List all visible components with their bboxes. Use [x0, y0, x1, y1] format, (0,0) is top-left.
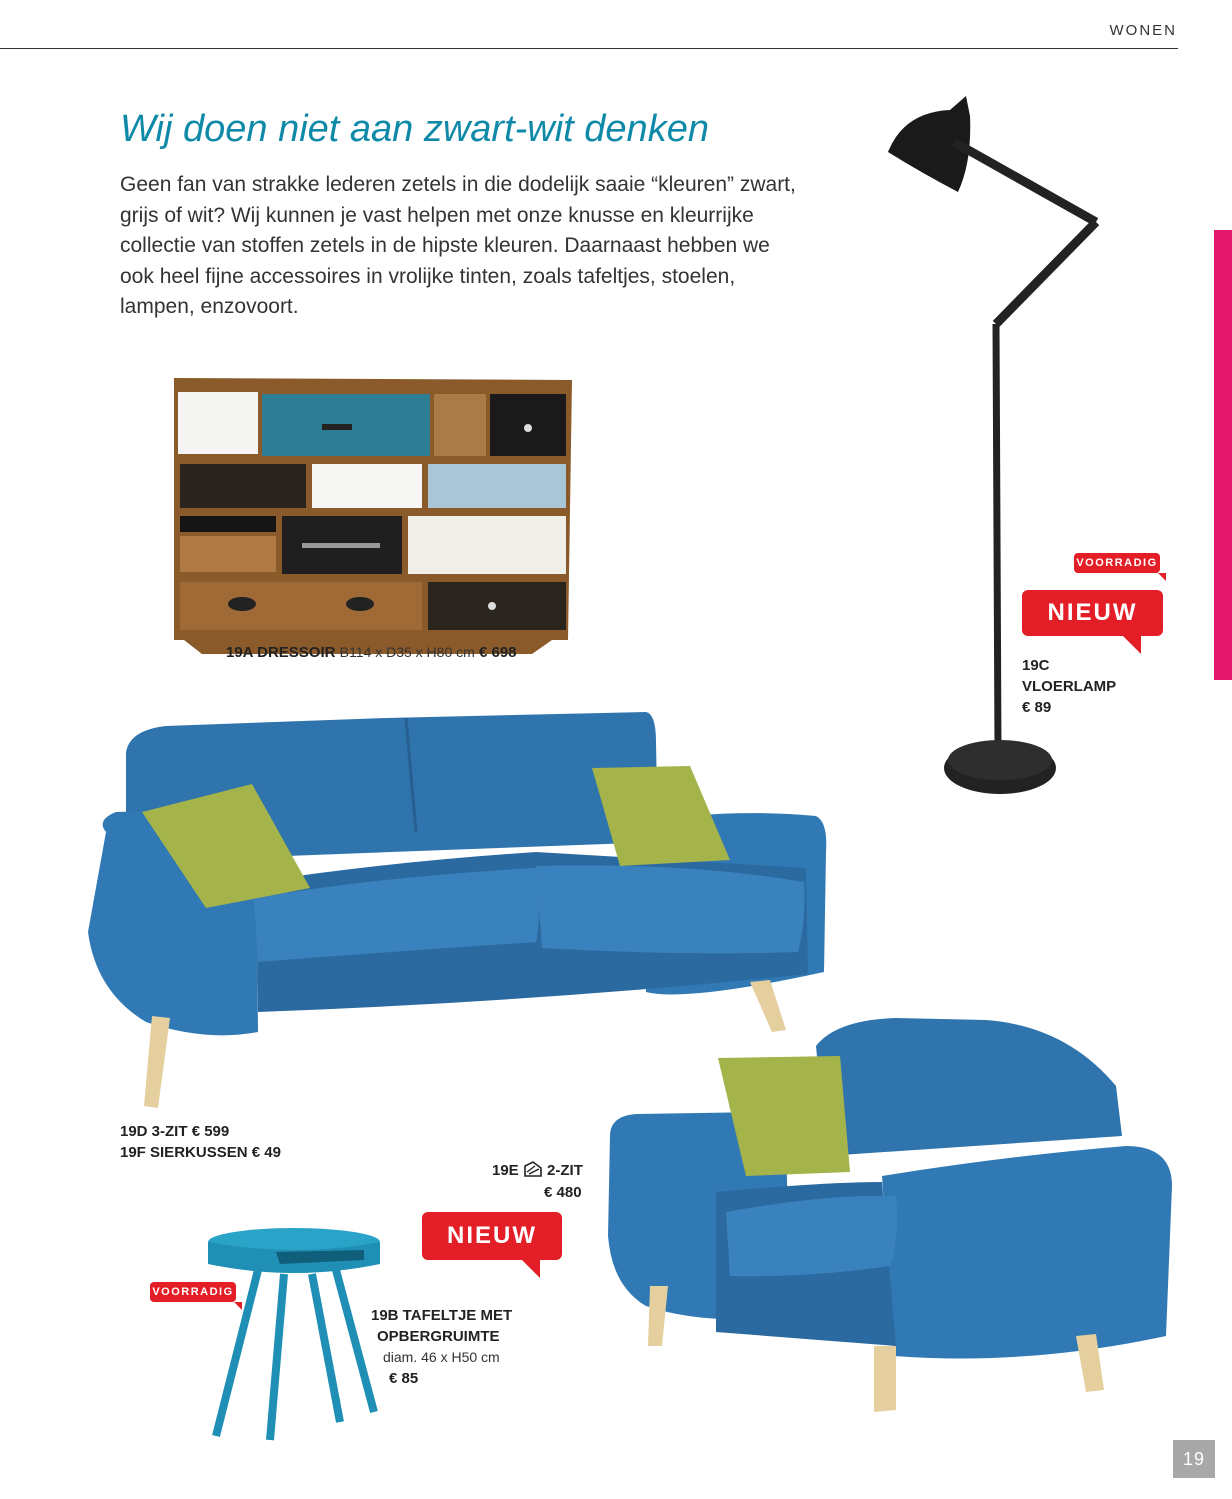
vloerlamp-stock-badge: VOORRADIG — [1074, 553, 1160, 573]
tafeltje-stock-badge: VOORRADIG — [150, 1282, 236, 1302]
transport-icon — [523, 1160, 543, 1178]
tafeltje-dimensions: diam. 46 x H50 cm — [383, 1349, 500, 1365]
driezit-price: € 599 — [191, 1123, 230, 1140]
tafeltje-name-line1: 19B TAFELTJE MET — [371, 1307, 513, 1324]
sierkussen-price: € 49 — [251, 1144, 281, 1161]
vloerlamp-name: VLOERLAMP — [1022, 678, 1117, 695]
vloerlamp-price: € 89 — [1022, 699, 1052, 716]
dressoir-dimensions: B114 x D35 x H80 cm — [339, 644, 475, 660]
side-table-image — [204, 1226, 388, 1444]
two-seat-sofa-image — [606, 1016, 1176, 1416]
section-label: WONEN — [1109, 22, 1177, 39]
tafeltje-price: € 85 — [389, 1370, 419, 1387]
dressoir-name: 19A DRESSOIR — [226, 644, 336, 661]
tweezit-price: € 480 — [544, 1184, 582, 1201]
dressoir-caption — [226, 642, 517, 663]
sierkussen-name: 19F SIERKUSSEN — [120, 1144, 248, 1161]
tweezit-new-badge: NIEUW — [422, 1212, 562, 1260]
tafeltje-name-line2: OPBERGRUIMTE — [377, 1328, 500, 1345]
page-headline: Wij doen niet aan zwart-wit denken — [120, 108, 709, 150]
vloerlamp-new-badge: NIEUW — [1022, 590, 1163, 636]
section-color-tab — [1214, 230, 1232, 680]
page-number: 19 — [1173, 1440, 1215, 1478]
tweezit-name: 2-ZIT — [547, 1162, 583, 1179]
intro-paragraph: Geen fan van strakke lederen zetels in die dodelijk saaie “kleuren” zwart, grijs of wit? Wij kunnen je vast helpen met onze knusse en kleurrijke collectie van stoffen zetels in de hipste kleuren. Daarnaast hebben we ook heel fijne accessoires in vrolijke tinten, zoals tafeltjes, stoelen, lampen, enzovoort. — [120, 173, 796, 318]
two-seat-caption — [492, 1160, 583, 1181]
tweezit-code: 19E — [492, 1162, 519, 1179]
vloerlamp-code: 19C — [1022, 657, 1050, 674]
dressoir-image — [172, 372, 574, 660]
three-seat-caption — [120, 1121, 281, 1163]
driezit-name: 19D 3-ZIT — [120, 1123, 188, 1140]
header-rule — [0, 48, 1178, 49]
tafeltje-caption — [371, 1305, 512, 1389]
vloerlamp-caption — [1022, 655, 1116, 718]
dressoir-price: € 698 — [478, 644, 517, 661]
